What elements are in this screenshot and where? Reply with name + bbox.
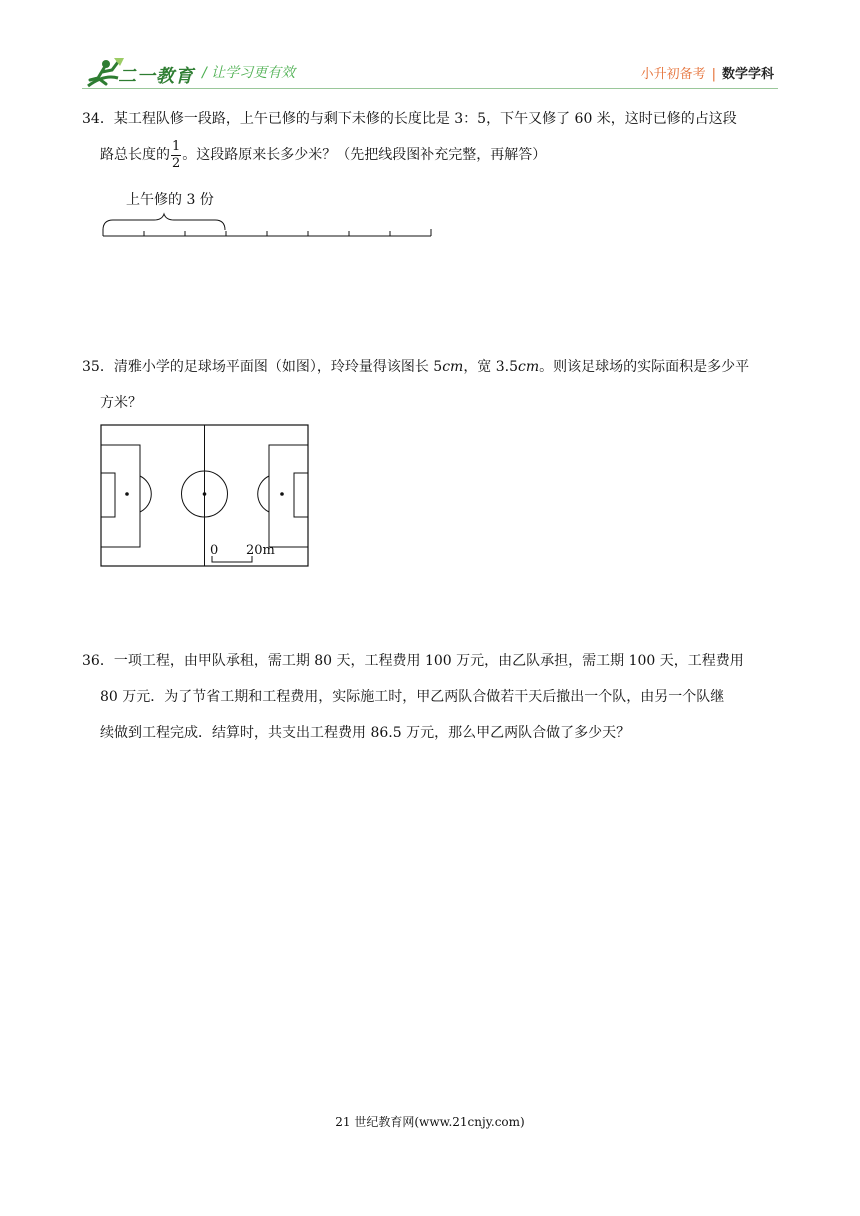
question-text: 。则该足球场的实际面积是多少平 (539, 359, 750, 375)
question-36-line1 (82, 643, 782, 679)
slogan: / 让学习更有效 (202, 65, 296, 81)
segment-ticks (103, 229, 431, 236)
question-35-line1 (82, 349, 782, 385)
line-segment-diagram (96, 186, 441, 244)
question-text: 一项工程，由甲队承租，需工期 80 天，工程费用 100 万元，由乙队承担，需工期 100 天，工程费用 (113, 653, 744, 669)
header-divider (82, 88, 778, 89)
right-penalty-area (269, 445, 308, 547)
center-spot (203, 492, 207, 496)
right-penalty-arc (258, 476, 269, 512)
question-text: 某工程队修一段路，上午已修的与剩下未修的长度比是 3：5，下午又修了 60 米，这时已修的占这段 (113, 111, 737, 127)
page-footer: 21 世纪教育网(www.21cnjy.com) (335, 1115, 525, 1129)
diagram-label: 上午修的 3 份 (126, 192, 214, 208)
scale-zero: 0 (210, 543, 219, 558)
question-36 (82, 643, 782, 751)
brace (103, 214, 225, 230)
question-36-line2: 80 万元．为了节省工期和工程费用，实际施工时，甲乙两队合做若干天后撤出一个队，由另一个队继 (100, 689, 725, 705)
soccer-field-diagram (100, 424, 310, 568)
left-penalty-arc (140, 476, 151, 512)
page-header (0, 0, 860, 100)
header-subject (641, 63, 774, 82)
subject-label: 数学学科 (721, 67, 774, 82)
right-penalty-spot (280, 492, 284, 496)
exam-label: 小升初备考 (640, 67, 706, 82)
fraction-one-half (171, 139, 181, 172)
question-text: ，宽 3.5 (463, 359, 519, 375)
scale-label: 20m (246, 543, 275, 558)
question-36-line3: 续做到工程完成．结算时，共支出工程费用 86.5 万元，那么甲乙两队合做了多少天？ (100, 725, 631, 741)
question-text: 。这段路原来长多少米？（先把线段图补充完整，再解答） (182, 147, 547, 163)
left-penalty-spot (125, 492, 129, 496)
question-34-line1 (82, 101, 782, 137)
header-separator: | (711, 67, 716, 82)
question-text: 清雅小学的足球场平面图（如图），玲玲量得该图长 5 (113, 359, 443, 375)
fraction-numerator: 1 (172, 138, 181, 154)
logo-text: 二一教育 (118, 66, 194, 87)
question-number: 34． (82, 111, 114, 127)
unit-cm: cm (442, 359, 464, 375)
left-goal-area (101, 473, 115, 517)
question-35 (82, 349, 782, 421)
unit-cm: cm (518, 359, 540, 375)
question-34-line2 (82, 137, 782, 173)
right-goal-area (294, 473, 308, 517)
question-34 (82, 101, 782, 173)
question-number: 35． (82, 359, 114, 375)
fraction-denominator: 2 (172, 155, 181, 171)
left-penalty-area (101, 445, 140, 547)
question-35-line2: 方米？ (100, 395, 142, 411)
question-text: 路总长度的 (100, 147, 170, 163)
question-number: 36． (82, 653, 114, 669)
